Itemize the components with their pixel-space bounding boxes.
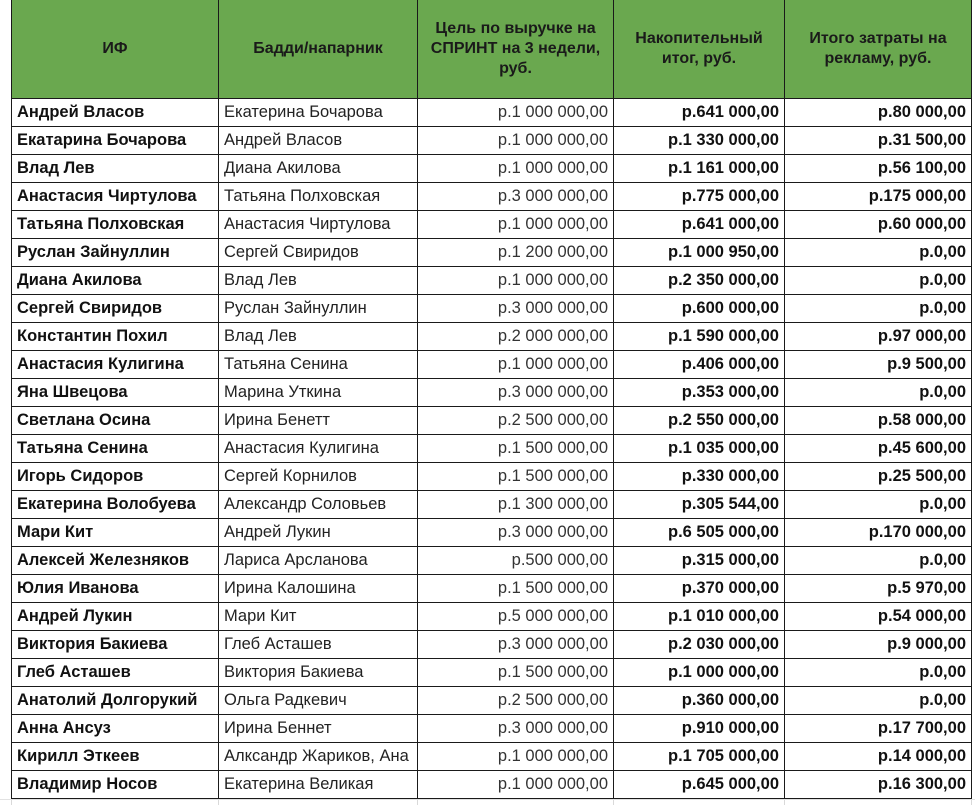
table-row bbox=[12, 743, 972, 771]
table-row bbox=[12, 239, 972, 267]
table-row bbox=[12, 183, 972, 211]
cell-buddy[interactable]: Виктория Бакиева bbox=[219, 659, 418, 687]
cell-cumulative[interactable]: р.6 505 000,00 bbox=[614, 519, 785, 547]
cell-buddy[interactable]: Ирина Калошина bbox=[219, 575, 418, 603]
cell-buddy[interactable]: Марина Уткина bbox=[219, 379, 418, 407]
cell-cumulative[interactable]: р.645 000,00 bbox=[614, 771, 785, 799]
header-cell-name[interactable]: ИФ bbox=[12, 0, 219, 99]
cell-cumulative[interactable]: р.315 000,00 bbox=[614, 547, 785, 575]
header-cell-cumulative[interactable]: Накопительный итог, руб. bbox=[614, 0, 785, 99]
cell-goal[interactable]: р.3 000 000,00 bbox=[418, 379, 614, 407]
cell-goal[interactable]: р.1 000 000,00 bbox=[418, 771, 614, 799]
cell-buddy[interactable]: Татьяна Сенина bbox=[219, 351, 418, 379]
cell-ads[interactable]: р.0,00 bbox=[785, 239, 972, 267]
cell-goal[interactable]: р.1 000 000,00 bbox=[418, 127, 614, 155]
cell-cumulative[interactable]: р.1 330 000,00 bbox=[614, 127, 785, 155]
cell-ads[interactable]: р.0,00 bbox=[785, 491, 972, 519]
cell-cumulative[interactable]: р.353 000,00 bbox=[614, 379, 785, 407]
cell-ads[interactable]: р.17 700,00 bbox=[785, 715, 972, 743]
cell-buddy[interactable]: Сергей Свиридов bbox=[219, 239, 418, 267]
cell-cumulative[interactable]: р.330 000,00 bbox=[614, 463, 785, 491]
cell-goal[interactable]: р.3 000 000,00 bbox=[418, 183, 614, 211]
cell-ads[interactable]: р.175 000,00 bbox=[785, 183, 972, 211]
cell-name[interactable]: Татьяна Полховская bbox=[12, 211, 219, 239]
cell-goal[interactable]: р.1 000 000,00 bbox=[418, 267, 614, 295]
table-row bbox=[12, 519, 972, 547]
cell-ads[interactable]: р.0,00 bbox=[785, 267, 972, 295]
cell-name[interactable]: Юлия Иванова bbox=[12, 575, 219, 603]
cell-name[interactable]: Сергей Свиридов bbox=[12, 295, 219, 323]
cell-ads[interactable]: р.31 500,00 bbox=[785, 127, 972, 155]
cell-cumulative[interactable]: р.305 544,00 bbox=[614, 491, 785, 519]
cell-name[interactable]: Виктория Бакиева bbox=[12, 631, 219, 659]
cell-goal[interactable]: р.1 500 000,00 bbox=[418, 463, 614, 491]
cell-buddy[interactable]: Диана Акилова bbox=[219, 155, 418, 183]
cell-ads[interactable]: р.80 000,00 bbox=[785, 99, 972, 127]
cell-ads[interactable]: р.0,00 bbox=[785, 687, 972, 715]
table-row bbox=[12, 127, 972, 155]
cell-goal[interactable]: р.1 300 000,00 bbox=[418, 491, 614, 519]
cell-cumulative[interactable]: р.1 000 000,00 bbox=[614, 659, 785, 687]
cell-goal[interactable]: р.2 500 000,00 bbox=[418, 687, 614, 715]
cell-cumulative[interactable]: р.2 030 000,00 bbox=[614, 631, 785, 659]
cell-name[interactable]: Глеб Асташев bbox=[12, 659, 219, 687]
cell-cumulative[interactable]: р.1 590 000,00 bbox=[614, 323, 785, 351]
cell-buddy[interactable]: Влад Лев bbox=[219, 267, 418, 295]
cell-goal[interactable]: р.500 000,00 bbox=[418, 547, 614, 575]
table-row bbox=[12, 603, 972, 631]
table-row bbox=[12, 491, 972, 519]
cell-goal[interactable]: р.1 000 000,00 bbox=[418, 351, 614, 379]
cell-name[interactable]: Игорь Сидоров bbox=[12, 463, 219, 491]
cell-name[interactable]: Диана Акилова bbox=[12, 267, 219, 295]
cell-name[interactable]: Алексей Железняков bbox=[12, 547, 219, 575]
cell-buddy[interactable]: Руслан Зайнуллин bbox=[219, 295, 418, 323]
cell-cumulative[interactable]: р.360 000,00 bbox=[614, 687, 785, 715]
cell-goal[interactable]: р.1 000 000,00 bbox=[418, 99, 614, 127]
cell-ads[interactable]: р.14 000,00 bbox=[785, 743, 972, 771]
table-row bbox=[12, 575, 972, 603]
cell-buddy[interactable]: Алксандр Жариков, Ана bbox=[219, 743, 418, 771]
cell-buddy[interactable]: Влад Лев bbox=[219, 323, 418, 351]
cell-goal[interactable]: р.3 000 000,00 bbox=[418, 295, 614, 323]
cell-buddy[interactable]: Екатерина Великая bbox=[219, 771, 418, 799]
table-row bbox=[12, 687, 972, 715]
cell-buddy[interactable]: Андрей Лукин bbox=[219, 519, 418, 547]
cell-ads[interactable]: р.58 000,00 bbox=[785, 407, 972, 435]
cell-goal[interactable]: р.1 500 000,00 bbox=[418, 575, 614, 603]
header-row bbox=[12, 0, 972, 99]
table-row bbox=[12, 267, 972, 295]
header-cell-goal[interactable]: Цель по выручке на СПРИНТ на 3 недели, руб. bbox=[418, 0, 614, 99]
cell-name[interactable]: Кирилл Эткеев bbox=[12, 743, 219, 771]
cell-goal[interactable]: р.1 500 000,00 bbox=[418, 659, 614, 687]
cell-name[interactable]: Татьяна Сенина bbox=[12, 435, 219, 463]
cell-cumulative[interactable]: р.641 000,00 bbox=[614, 211, 785, 239]
grid-line bbox=[0, 799, 975, 800]
table-row bbox=[12, 155, 972, 183]
cell-name[interactable]: Владимир Носов bbox=[12, 771, 219, 799]
spreadsheet-table bbox=[11, 0, 972, 799]
cell-cumulative[interactable]: р.1 000 950,00 bbox=[614, 239, 785, 267]
cell-ads[interactable]: р.60 000,00 bbox=[785, 211, 972, 239]
table-row bbox=[12, 547, 972, 575]
cell-cumulative[interactable]: р.2 350 000,00 bbox=[614, 267, 785, 295]
header-cell-ads[interactable]: Итого затраты на рекламу, руб. bbox=[785, 0, 972, 99]
cell-goal[interactable]: р.1 000 000,00 bbox=[418, 211, 614, 239]
cell-buddy[interactable]: Екатерина Бочарова bbox=[219, 99, 418, 127]
header-cell-buddy[interactable]: Бадди/напарник bbox=[219, 0, 418, 99]
cell-buddy[interactable]: Александр Соловьев bbox=[219, 491, 418, 519]
cell-ads[interactable]: р.45 600,00 bbox=[785, 435, 972, 463]
table-row bbox=[12, 659, 972, 687]
cell-ads[interactable]: р.0,00 bbox=[785, 379, 972, 407]
cell-buddy[interactable]: Татьяна Полховская bbox=[219, 183, 418, 211]
table-body bbox=[12, 99, 972, 799]
cell-name[interactable]: Константин Похил bbox=[12, 323, 219, 351]
cell-name[interactable]: Мари Кит bbox=[12, 519, 219, 547]
cell-name[interactable]: Яна Швецова bbox=[12, 379, 219, 407]
cell-ads[interactable]: р.5 970,00 bbox=[785, 575, 972, 603]
cell-goal[interactable]: р.3 000 000,00 bbox=[418, 631, 614, 659]
cell-cumulative[interactable]: р.1 161 000,00 bbox=[614, 155, 785, 183]
cell-ads[interactable]: р.16 300,00 bbox=[785, 771, 972, 799]
table-row bbox=[12, 715, 972, 743]
cell-buddy[interactable]: Глеб Асташев bbox=[219, 631, 418, 659]
cell-buddy[interactable]: Анастасия Кулигина bbox=[219, 435, 418, 463]
cell-ads[interactable]: р.0,00 bbox=[785, 547, 972, 575]
cell-name[interactable]: Влад Лев bbox=[12, 155, 219, 183]
cell-buddy[interactable]: Мари Кит bbox=[219, 603, 418, 631]
cell-buddy[interactable]: Ольга Радкевич bbox=[219, 687, 418, 715]
cell-cumulative[interactable]: р.910 000,00 bbox=[614, 715, 785, 743]
cell-buddy[interactable]: Ирина Беннет bbox=[219, 715, 418, 743]
cell-ads[interactable]: р.54 000,00 bbox=[785, 603, 972, 631]
cell-goal[interactable]: р.3 000 000,00 bbox=[418, 715, 614, 743]
cell-cumulative[interactable]: р.2 550 000,00 bbox=[614, 407, 785, 435]
cell-goal[interactable]: р.1 200 000,00 bbox=[418, 239, 614, 267]
cell-ads[interactable]: р.56 100,00 bbox=[785, 155, 972, 183]
cell-ads[interactable]: р.170 000,00 bbox=[785, 519, 972, 547]
cell-cumulative[interactable]: р.1 035 000,00 bbox=[614, 435, 785, 463]
cell-name[interactable]: Екатерина Волобуева bbox=[12, 491, 219, 519]
cell-name[interactable]: Светлана Осина bbox=[12, 407, 219, 435]
table-row bbox=[12, 351, 972, 379]
cell-goal[interactable]: р.2 500 000,00 bbox=[418, 407, 614, 435]
cell-name[interactable]: Андрей Власов bbox=[12, 99, 219, 127]
cell-ads[interactable]: р.0,00 bbox=[785, 295, 972, 323]
cell-name[interactable]: Анатолий Долгорукий bbox=[12, 687, 219, 715]
table-row bbox=[12, 435, 972, 463]
cell-goal[interactable]: р.1 000 000,00 bbox=[418, 155, 614, 183]
cell-buddy[interactable]: Ирина Бенетт bbox=[219, 407, 418, 435]
table-row bbox=[12, 379, 972, 407]
cell-ads[interactable]: р.25 500,00 bbox=[785, 463, 972, 491]
cell-goal[interactable]: р.5 000 000,00 bbox=[418, 603, 614, 631]
cell-name[interactable]: Анастасия Кулигина bbox=[12, 351, 219, 379]
table-row bbox=[12, 771, 972, 799]
cell-goal[interactable]: р.1 000 000,00 bbox=[418, 743, 614, 771]
cell-cumulative[interactable]: р.641 000,00 bbox=[614, 99, 785, 127]
table-row bbox=[12, 99, 972, 127]
cell-ads[interactable]: р.97 000,00 bbox=[785, 323, 972, 351]
cell-name[interactable]: Анастасия Чиртулова bbox=[12, 183, 219, 211]
cell-buddy[interactable]: Анастасия Чиртулова bbox=[219, 211, 418, 239]
cell-buddy[interactable]: Сергей Корнилов bbox=[219, 463, 418, 491]
cell-name[interactable]: Андрей Лукин bbox=[12, 603, 219, 631]
cell-goal[interactable]: р.2 000 000,00 bbox=[418, 323, 614, 351]
cell-name[interactable]: Екатарина Бочарова bbox=[12, 127, 219, 155]
table-row bbox=[12, 631, 972, 659]
cell-cumulative[interactable]: р.1 010 000,00 bbox=[614, 603, 785, 631]
table-row bbox=[12, 407, 972, 435]
table-row bbox=[12, 463, 972, 491]
cell-cumulative[interactable]: р.406 000,00 bbox=[614, 351, 785, 379]
table-row bbox=[12, 323, 972, 351]
cell-name[interactable]: Руслан Зайнуллин bbox=[12, 239, 219, 267]
table-row bbox=[12, 211, 972, 239]
cell-buddy[interactable]: Андрей Власов bbox=[219, 127, 418, 155]
cell-goal[interactable]: р.1 500 000,00 bbox=[418, 435, 614, 463]
cell-cumulative[interactable]: р.600 000,00 bbox=[614, 295, 785, 323]
cell-cumulative[interactable]: р.775 000,00 bbox=[614, 183, 785, 211]
cell-buddy[interactable]: Лариса Арсланова bbox=[219, 547, 418, 575]
cell-goal[interactable]: р.3 000 000,00 bbox=[418, 519, 614, 547]
table-row bbox=[12, 295, 972, 323]
cell-ads[interactable]: р.9 000,00 bbox=[785, 631, 972, 659]
cell-name[interactable]: Анна Ансуз bbox=[12, 715, 219, 743]
cell-ads[interactable]: р.9 500,00 bbox=[785, 351, 972, 379]
cell-cumulative[interactable]: р.370 000,00 bbox=[614, 575, 785, 603]
cell-cumulative[interactable]: р.1 705 000,00 bbox=[614, 743, 785, 771]
cell-ads[interactable]: р.0,00 bbox=[785, 659, 972, 687]
